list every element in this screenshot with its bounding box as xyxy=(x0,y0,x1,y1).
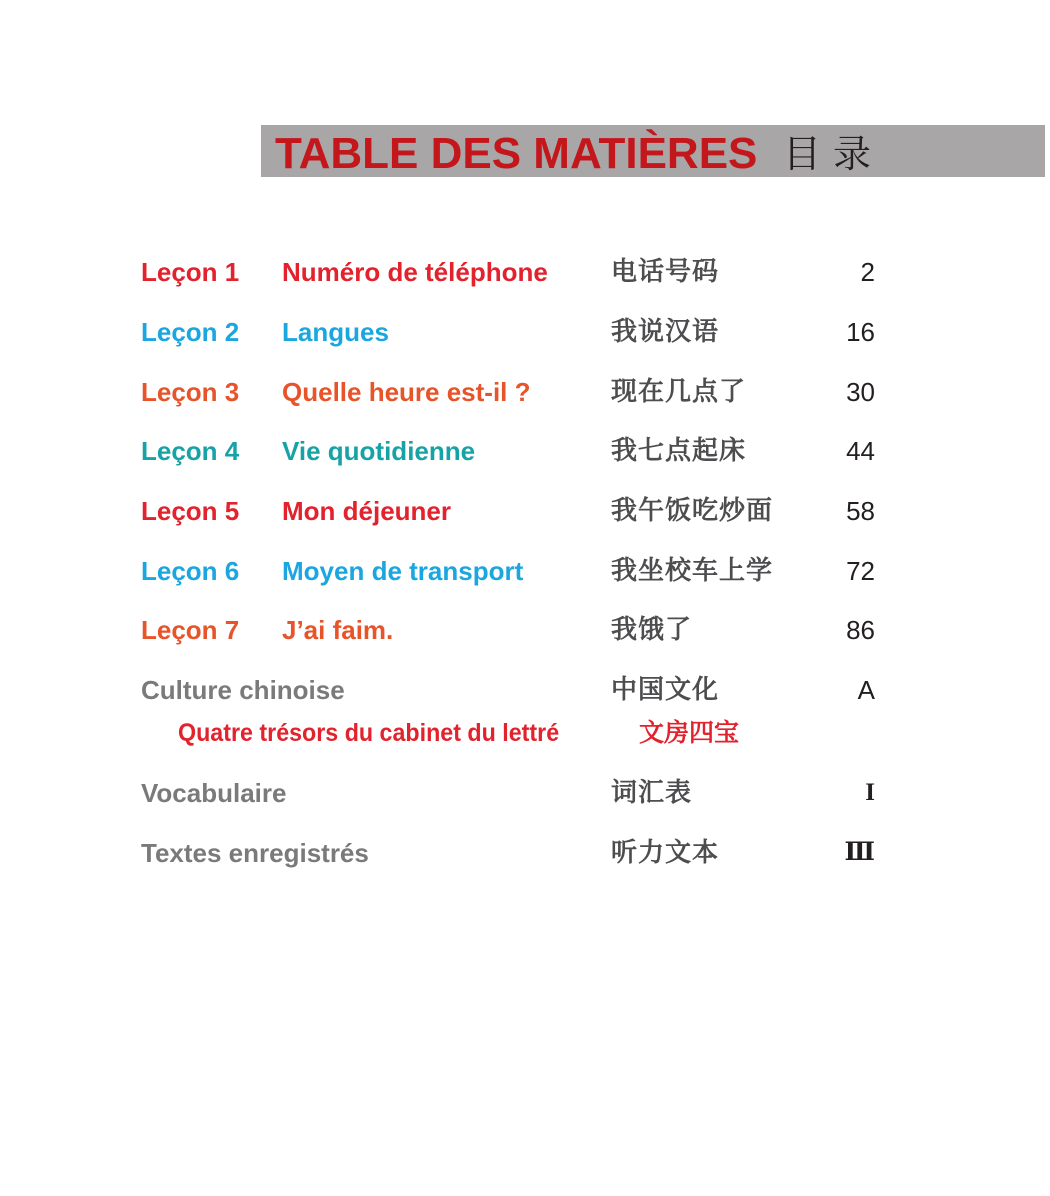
page-title-chinese: 目录 xyxy=(783,132,884,176)
page-number: 86 xyxy=(846,615,875,645)
section-title-chinese: 词汇表 xyxy=(611,778,693,808)
toc-row-culture-subtitle xyxy=(0,714,1050,752)
section-title-chinese: 听力文本 xyxy=(611,838,720,868)
lesson-title-chinese: 我饿了 xyxy=(611,615,693,645)
lesson-title-chinese: 现在几点了 xyxy=(611,377,747,407)
lesson-label: Leçon 7 xyxy=(141,615,240,645)
page-number: A xyxy=(857,675,875,705)
section-label: Culture chinoise xyxy=(141,675,345,705)
lesson-title-chinese: 我坐校车上学 xyxy=(611,556,774,586)
page-number: 58 xyxy=(846,496,875,526)
lesson-title-chinese: 我七点起床 xyxy=(611,436,747,466)
section-label: Textes enregistrés xyxy=(141,838,369,868)
lesson-title-chinese: 我午饭吃炒面 xyxy=(611,496,774,526)
lesson-title-chinese: 我说汉语 xyxy=(611,317,720,347)
toc-row-lesson-3[interactable] xyxy=(0,372,1050,412)
lesson-label: Leçon 5 xyxy=(141,496,240,526)
toc-row-transcripts[interactable] xyxy=(0,833,1050,873)
toc-row-lesson-2[interactable] xyxy=(0,312,1050,352)
lesson-label: Leçon 1 xyxy=(141,257,240,287)
page-number: Ⅲ xyxy=(844,839,875,866)
toc-row-lesson-5[interactable] xyxy=(0,491,1050,531)
toc-row-lesson-7[interactable] xyxy=(0,610,1050,650)
page-number: 30 xyxy=(846,377,875,407)
page-number: 44 xyxy=(846,436,875,466)
toc-row-lesson-1[interactable] xyxy=(0,252,1050,292)
lesson-label: Leçon 3 xyxy=(141,377,240,407)
lesson-title: Moyen de transport xyxy=(282,556,524,586)
culture-subtitle-chinese: 文房四宝 xyxy=(639,718,740,747)
toc-row-culture[interactable] xyxy=(0,670,1050,710)
lesson-title: Langues xyxy=(282,317,389,347)
section-label: Vocabulaire xyxy=(141,778,287,808)
page-title: TABLE DES MATIÈRES xyxy=(275,129,758,178)
lesson-title: Quelle heure est-il ? xyxy=(282,377,531,407)
lesson-label: Leçon 4 xyxy=(141,436,240,466)
section-title-chinese: 中国文化 xyxy=(611,675,720,705)
lesson-title: Numéro de téléphone xyxy=(282,257,548,287)
page-number: 72 xyxy=(846,556,875,586)
lesson-title: Vie quotidienne xyxy=(282,436,476,466)
lesson-label: Leçon 2 xyxy=(141,317,240,347)
lesson-title-chinese: 电话号码 xyxy=(611,257,720,287)
lesson-title: Mon déjeuner xyxy=(282,496,452,526)
page-number: I xyxy=(865,779,875,806)
lesson-label: Leçon 6 xyxy=(141,556,240,586)
toc-row-lesson-4[interactable] xyxy=(0,431,1050,471)
toc-row-vocabulary[interactable] xyxy=(0,773,1050,813)
page-number: 16 xyxy=(846,317,875,347)
lesson-title: J’ai faim. xyxy=(282,615,394,645)
toc-row-lesson-6[interactable] xyxy=(0,551,1050,591)
culture-subtitle: Quatre trésors du cabinet du lettré xyxy=(178,719,560,747)
page-number: 2 xyxy=(860,257,875,287)
